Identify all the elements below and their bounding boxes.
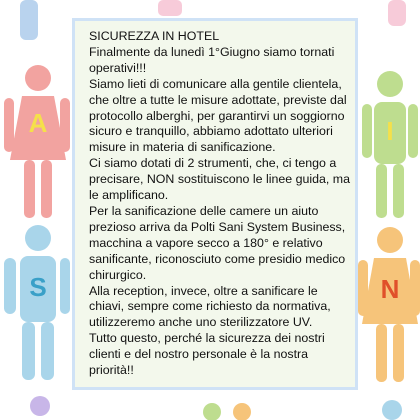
paragraph-reception: Alla reception, invece, oltre a sanificare le chiavi, sempre come richiesto da normativa, utilizzeremo anche uno sterilizzatore UV. xyxy=(89,283,331,330)
person-figure-green xyxy=(360,70,420,220)
announcement-title: SICUREZZA IN HOTEL xyxy=(89,29,220,43)
figure-bottom-right xyxy=(366,394,420,420)
svg-text:S: S xyxy=(29,272,47,302)
paragraph-room-sanitization: Per la sanificazione delle camere un aiuto prezioso arriva da Polti Sani System Business, macchina a vapore secco a 180° e relativo sanificante, riconosciuto come presidio medico chirurgico. xyxy=(89,203,346,282)
paragraph-priority: Tutto questo, perché la sicurezza dei nostri clienti e del nostro personale è la nostra priorità!! xyxy=(89,331,325,378)
svg-text:N: N xyxy=(380,274,400,304)
paragraph-reopening: Finalmente da lunedì 1°Giugno siamo tornati operativi!!! xyxy=(89,44,335,75)
announcement-text xyxy=(89,29,355,379)
paragraph-measures: Siamo lieti di comunicare alla gentile clientela, che oltre a tutte le misure adottate, previste dal protocollo alberghi, per garantirvi un soggiorno sicuro e tranquillo, abbiamo adottato ulteriori misure in materia di sanificazione. xyxy=(89,76,347,155)
figure-top-mid xyxy=(150,0,190,20)
svg-text:I: I xyxy=(386,116,394,146)
figure-bottom-mid xyxy=(196,396,256,420)
person-figure-blue xyxy=(0,224,70,384)
letter-a: A xyxy=(28,108,48,138)
figure-top-right xyxy=(376,0,420,30)
announcement-card xyxy=(72,18,358,390)
paragraph-tools: Ci siamo dotati di 2 strumenti, che, ci tengo a precisare, NON sostituiscono le linee guida, ma le amplificano. xyxy=(89,156,351,203)
person-figure-salmon xyxy=(0,64,70,224)
figure-top-left xyxy=(4,0,54,44)
figure-bottom-left xyxy=(0,392,60,420)
person-figure-orange xyxy=(356,226,420,386)
